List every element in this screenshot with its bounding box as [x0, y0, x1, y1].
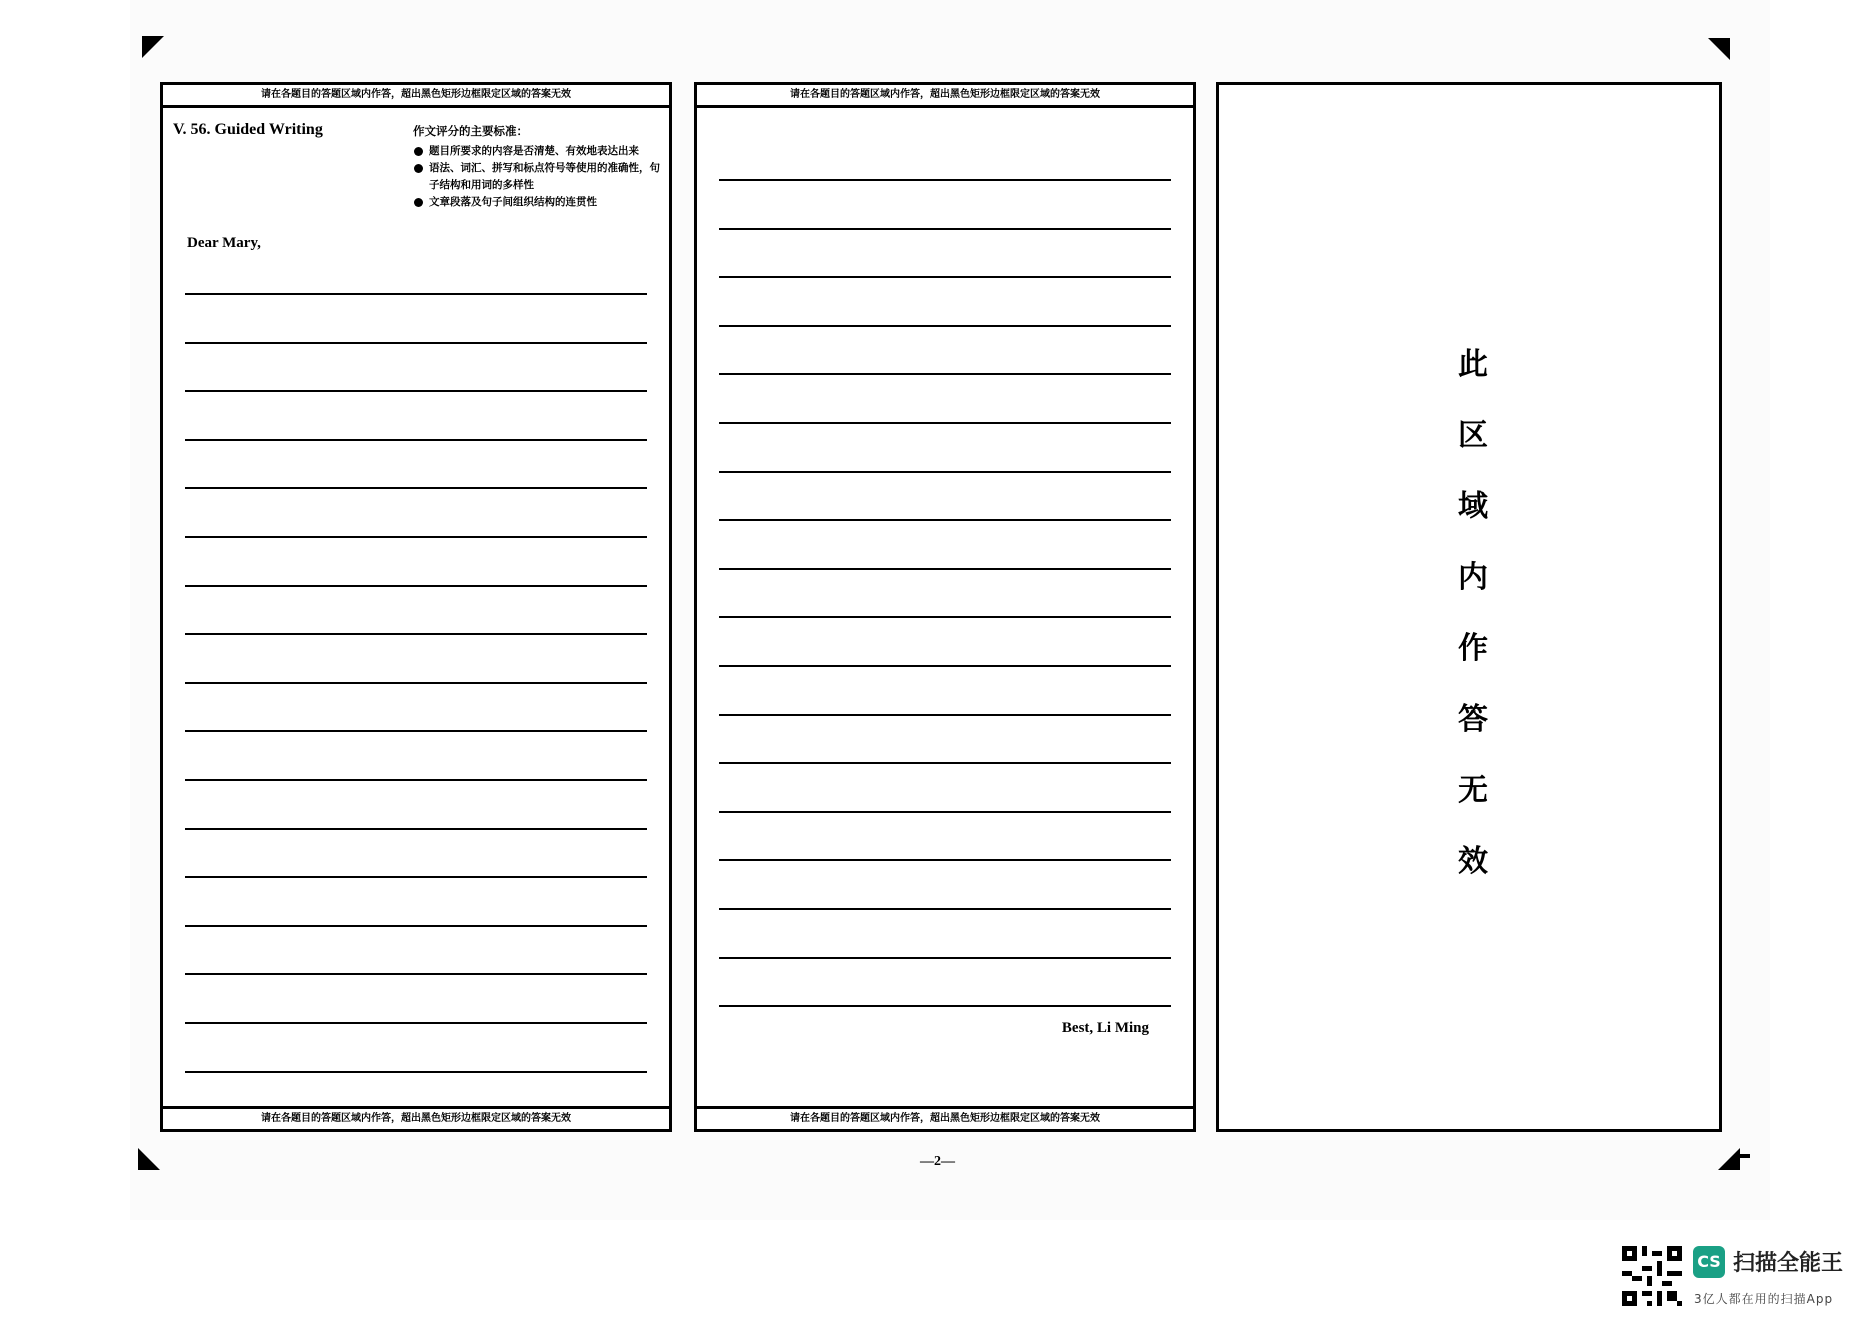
- registration-tick-icon: [1736, 1154, 1750, 1158]
- writing-line: [185, 973, 647, 975]
- camscanner-logo-icon: CS: [1693, 1246, 1725, 1278]
- notice-bottom: 请在各题目的答题区域内作答，超出黑色矩形边框限定区域的答案无效: [697, 1106, 1193, 1129]
- writing-line: [185, 682, 647, 684]
- writing-line: [185, 633, 647, 635]
- signoff: Best, Li Ming: [1061, 1020, 1149, 1036]
- writing-line: [719, 568, 1171, 570]
- salutation: Dear Mary,: [187, 235, 261, 251]
- qr-code-icon: [1622, 1246, 1682, 1306]
- writing-line: [185, 293, 647, 295]
- registration-mark-bottom-left-icon: [138, 1148, 160, 1170]
- invalid-char: 无: [1458, 773, 1488, 808]
- writing-lines-left: [163, 85, 669, 1129]
- page-number: —2—: [920, 1154, 955, 1169]
- writing-line: [185, 876, 647, 878]
- writing-line: [719, 373, 1171, 375]
- invalid-char: 内: [1458, 560, 1488, 595]
- writing-line: [185, 439, 647, 441]
- registration-mark-top-left-icon: [142, 36, 164, 58]
- writing-line: [185, 536, 647, 538]
- answer-panel-middle: [694, 82, 1196, 1132]
- writing-lines-middle: [697, 85, 1193, 1129]
- writing-line: [719, 519, 1171, 521]
- writing-line: [719, 179, 1171, 181]
- notice-bottom: 请在各题目的答题区域内作答，超出黑色矩形边框限定区域的答案无效: [163, 1106, 669, 1129]
- invalid-char: 域: [1458, 489, 1488, 524]
- writing-line: [719, 859, 1171, 861]
- invalid-char: 区: [1458, 418, 1488, 453]
- writing-line: [719, 471, 1171, 473]
- writing-line: [719, 762, 1171, 764]
- writing-line: [185, 730, 647, 732]
- no-answer-panel: [1216, 82, 1722, 1132]
- writing-line: [719, 276, 1171, 278]
- invalid-char: 效: [1458, 844, 1488, 879]
- writing-line: [185, 1071, 647, 1073]
- notice-top: 请在各题目的答题区域内作答，超出黑色矩形边框限定区域的答案无效: [697, 85, 1193, 108]
- writing-line: [185, 925, 647, 927]
- invalid-char: 答: [1458, 702, 1488, 737]
- criteria-item: 题目所要求的内容是否清楚、有效地表达出来: [413, 143, 663, 160]
- writing-line: [719, 908, 1171, 910]
- writing-line: [185, 779, 647, 781]
- section-title: V. 56. Guided Writing: [173, 121, 323, 138]
- writing-line: [719, 228, 1171, 230]
- criteria-title: 作文评分的主要标准：: [413, 124, 528, 138]
- criteria-item: 语法、词汇、拼写和标点符号等使用的准确性，句子结构和用词的多样性: [413, 160, 663, 194]
- writing-line: [719, 325, 1171, 327]
- writing-line: [719, 714, 1171, 716]
- registration-mark-bottom-right-icon: [1718, 1148, 1740, 1170]
- writing-line: [185, 1022, 647, 1024]
- invalid-char: 此: [1458, 347, 1488, 382]
- writing-line: [719, 811, 1171, 813]
- writing-line: [185, 487, 647, 489]
- writing-line: [719, 957, 1171, 959]
- writing-line: [719, 665, 1171, 667]
- writing-line: [719, 1005, 1171, 1007]
- writing-line: [185, 390, 647, 392]
- invalid-area-notice: [1449, 329, 1497, 897]
- writing-line: [185, 585, 647, 587]
- writing-line: [719, 422, 1171, 424]
- writing-line: [185, 342, 647, 344]
- writing-line: [719, 616, 1171, 618]
- invalid-char: 作: [1458, 631, 1488, 666]
- answer-panel-left: [160, 82, 672, 1132]
- brand-name: 扫描全能王: [1733, 1251, 1844, 1276]
- brand-tagline: 3亿人都在用的扫描App: [1694, 1292, 1834, 1306]
- writing-line: [185, 828, 647, 830]
- registration-mark-top-right-icon: [1708, 38, 1730, 60]
- criteria-item: 文章段落及句子间组织结构的连贯性: [413, 194, 663, 211]
- notice-top: 请在各题目的答题区域内作答，超出黑色矩形边框限定区域的答案无效: [163, 85, 669, 108]
